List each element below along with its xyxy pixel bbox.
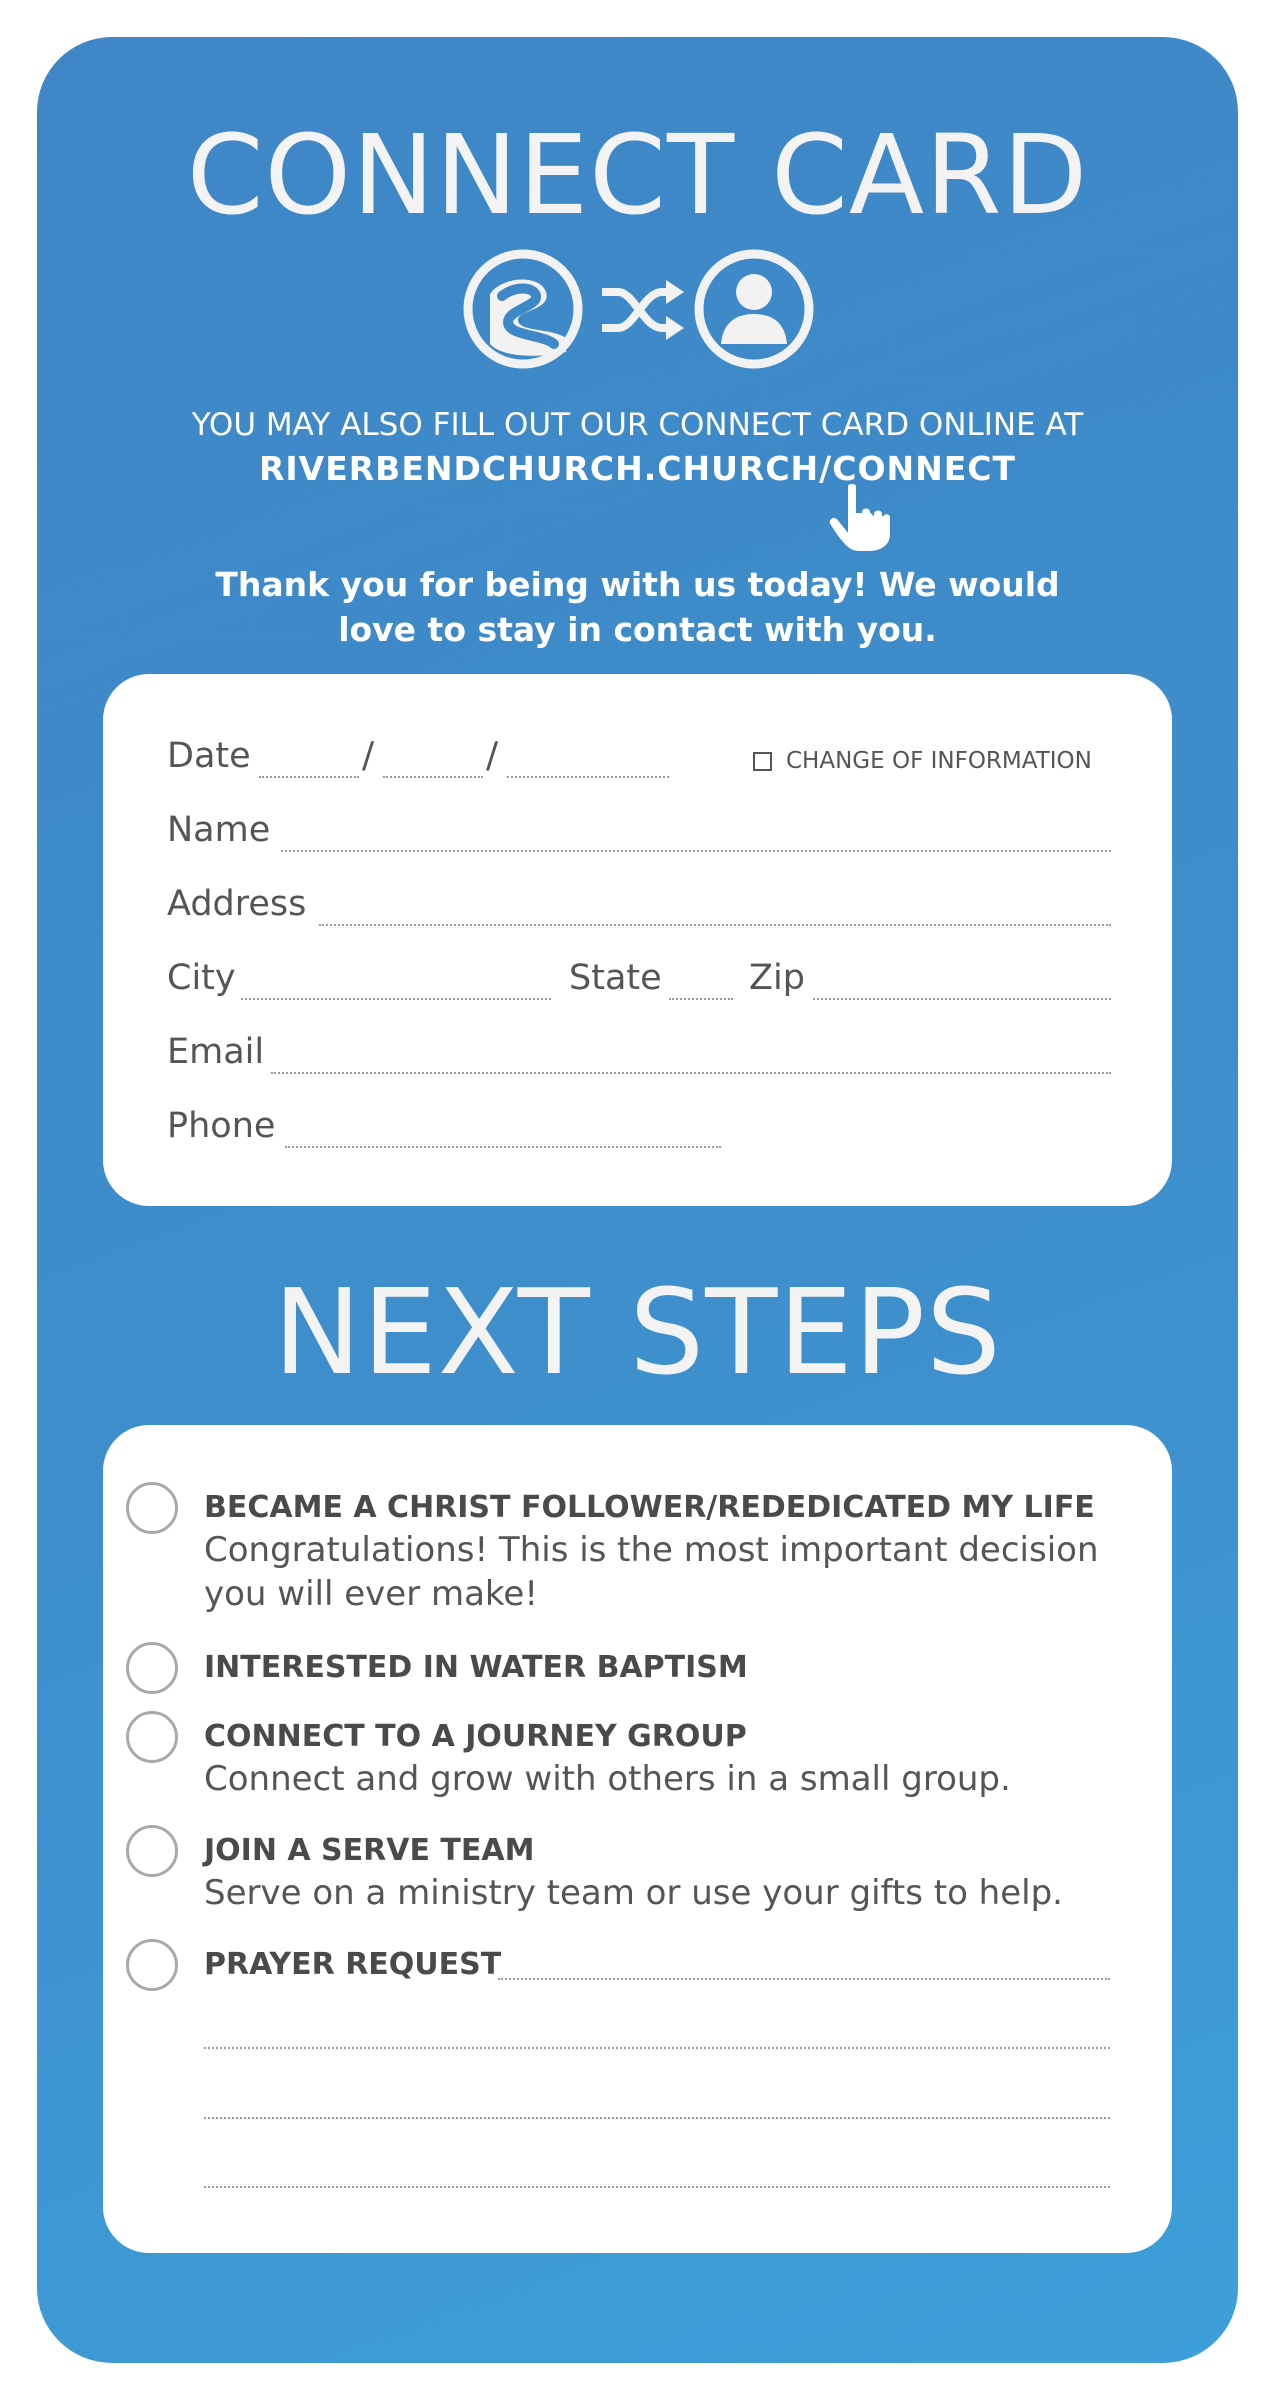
icon-row <box>0 248 1275 378</box>
city-state-zip-row <box>167 958 1111 1004</box>
date-month-field[interactable] <box>259 776 359 778</box>
state-field[interactable] <box>669 998 733 1000</box>
name-row <box>167 810 1111 856</box>
date-separator: / <box>362 735 375 776</box>
person-icon <box>693 248 815 370</box>
step-title: JOIN A SERVE TEAM <box>204 1833 535 1868</box>
river-logo-icon <box>462 248 584 370</box>
email-row <box>167 1032 1111 1078</box>
name-label: Name <box>167 810 271 850</box>
change-of-information-label: CHANGE OF INFORMATION <box>786 748 1092 774</box>
prayer-request-line[interactable] <box>498 1978 1110 1980</box>
shuffle-arrows-icon <box>598 278 686 342</box>
email-label: Email <box>167 1032 265 1072</box>
page-title: CONNECT CARD <box>186 111 1089 239</box>
step-description: Congratulations! This is the most important decision you will ever make! <box>204 1530 1099 1614</box>
email-field[interactable] <box>271 1072 1111 1074</box>
prayer-request-line[interactable] <box>204 2117 1110 2119</box>
prayer-request-line[interactable] <box>204 2047 1110 2049</box>
step-title: CONNECT TO A JOURNEY GROUP <box>204 1719 747 1754</box>
date-label: Date <box>167 736 251 776</box>
city-label: City <box>167 958 236 998</box>
online-url[interactable]: RIVERBENDCHURCH.CHURCH/CONNECT <box>258 449 1016 488</box>
next-steps-title: NEXT STEPS <box>273 1263 1002 1401</box>
zip-label: Zip <box>749 958 805 998</box>
change-of-information-checkbox[interactable] <box>753 748 1092 774</box>
step-title: BECAME A CHRIST FOLLOWER/REDEDICATED MY LIFE <box>204 1490 1095 1525</box>
name-field[interactable] <box>281 850 1111 852</box>
pointer-hand-icon <box>825 482 895 554</box>
step-title: INTERESTED IN WATER BAPTISM <box>204 1650 748 1685</box>
step-radio[interactable] <box>126 1642 178 1694</box>
date-separator: / <box>486 735 499 776</box>
step-title: PRAYER REQUEST <box>204 1947 502 1982</box>
step-description: Connect and grow with others in a small group. <box>204 1759 1011 1799</box>
date-row <box>167 736 687 782</box>
thank-you-message: Thank you for being with us today! We would love to stay in contact with you. <box>215 565 1060 649</box>
step-radio[interactable] <box>126 1482 178 1534</box>
phone-row <box>167 1106 721 1152</box>
date-day-field[interactable] <box>383 776 483 778</box>
date-year-field[interactable] <box>507 776 669 778</box>
step-radio[interactable] <box>126 1939 178 1991</box>
address-label: Address <box>167 884 307 924</box>
city-field[interactable] <box>241 998 551 1000</box>
phone-field[interactable] <box>285 1146 721 1148</box>
step-description: Serve on a ministry team or use your gifts to help. <box>204 1873 1063 1913</box>
prayer-request-line[interactable] <box>204 2186 1110 2188</box>
phone-label: Phone <box>167 1106 276 1146</box>
address-row <box>167 884 1111 930</box>
zip-field[interactable] <box>813 998 1111 1000</box>
step-radio[interactable] <box>126 1825 178 1877</box>
address-field[interactable] <box>319 924 1111 926</box>
state-label: State <box>569 958 662 998</box>
checkbox-icon[interactable] <box>753 752 772 771</box>
step-radio[interactable] <box>126 1711 178 1763</box>
online-instructions: YOU MAY ALSO FILL OUT OUR CONNECT CARD ONLINE AT <box>191 407 1084 443</box>
